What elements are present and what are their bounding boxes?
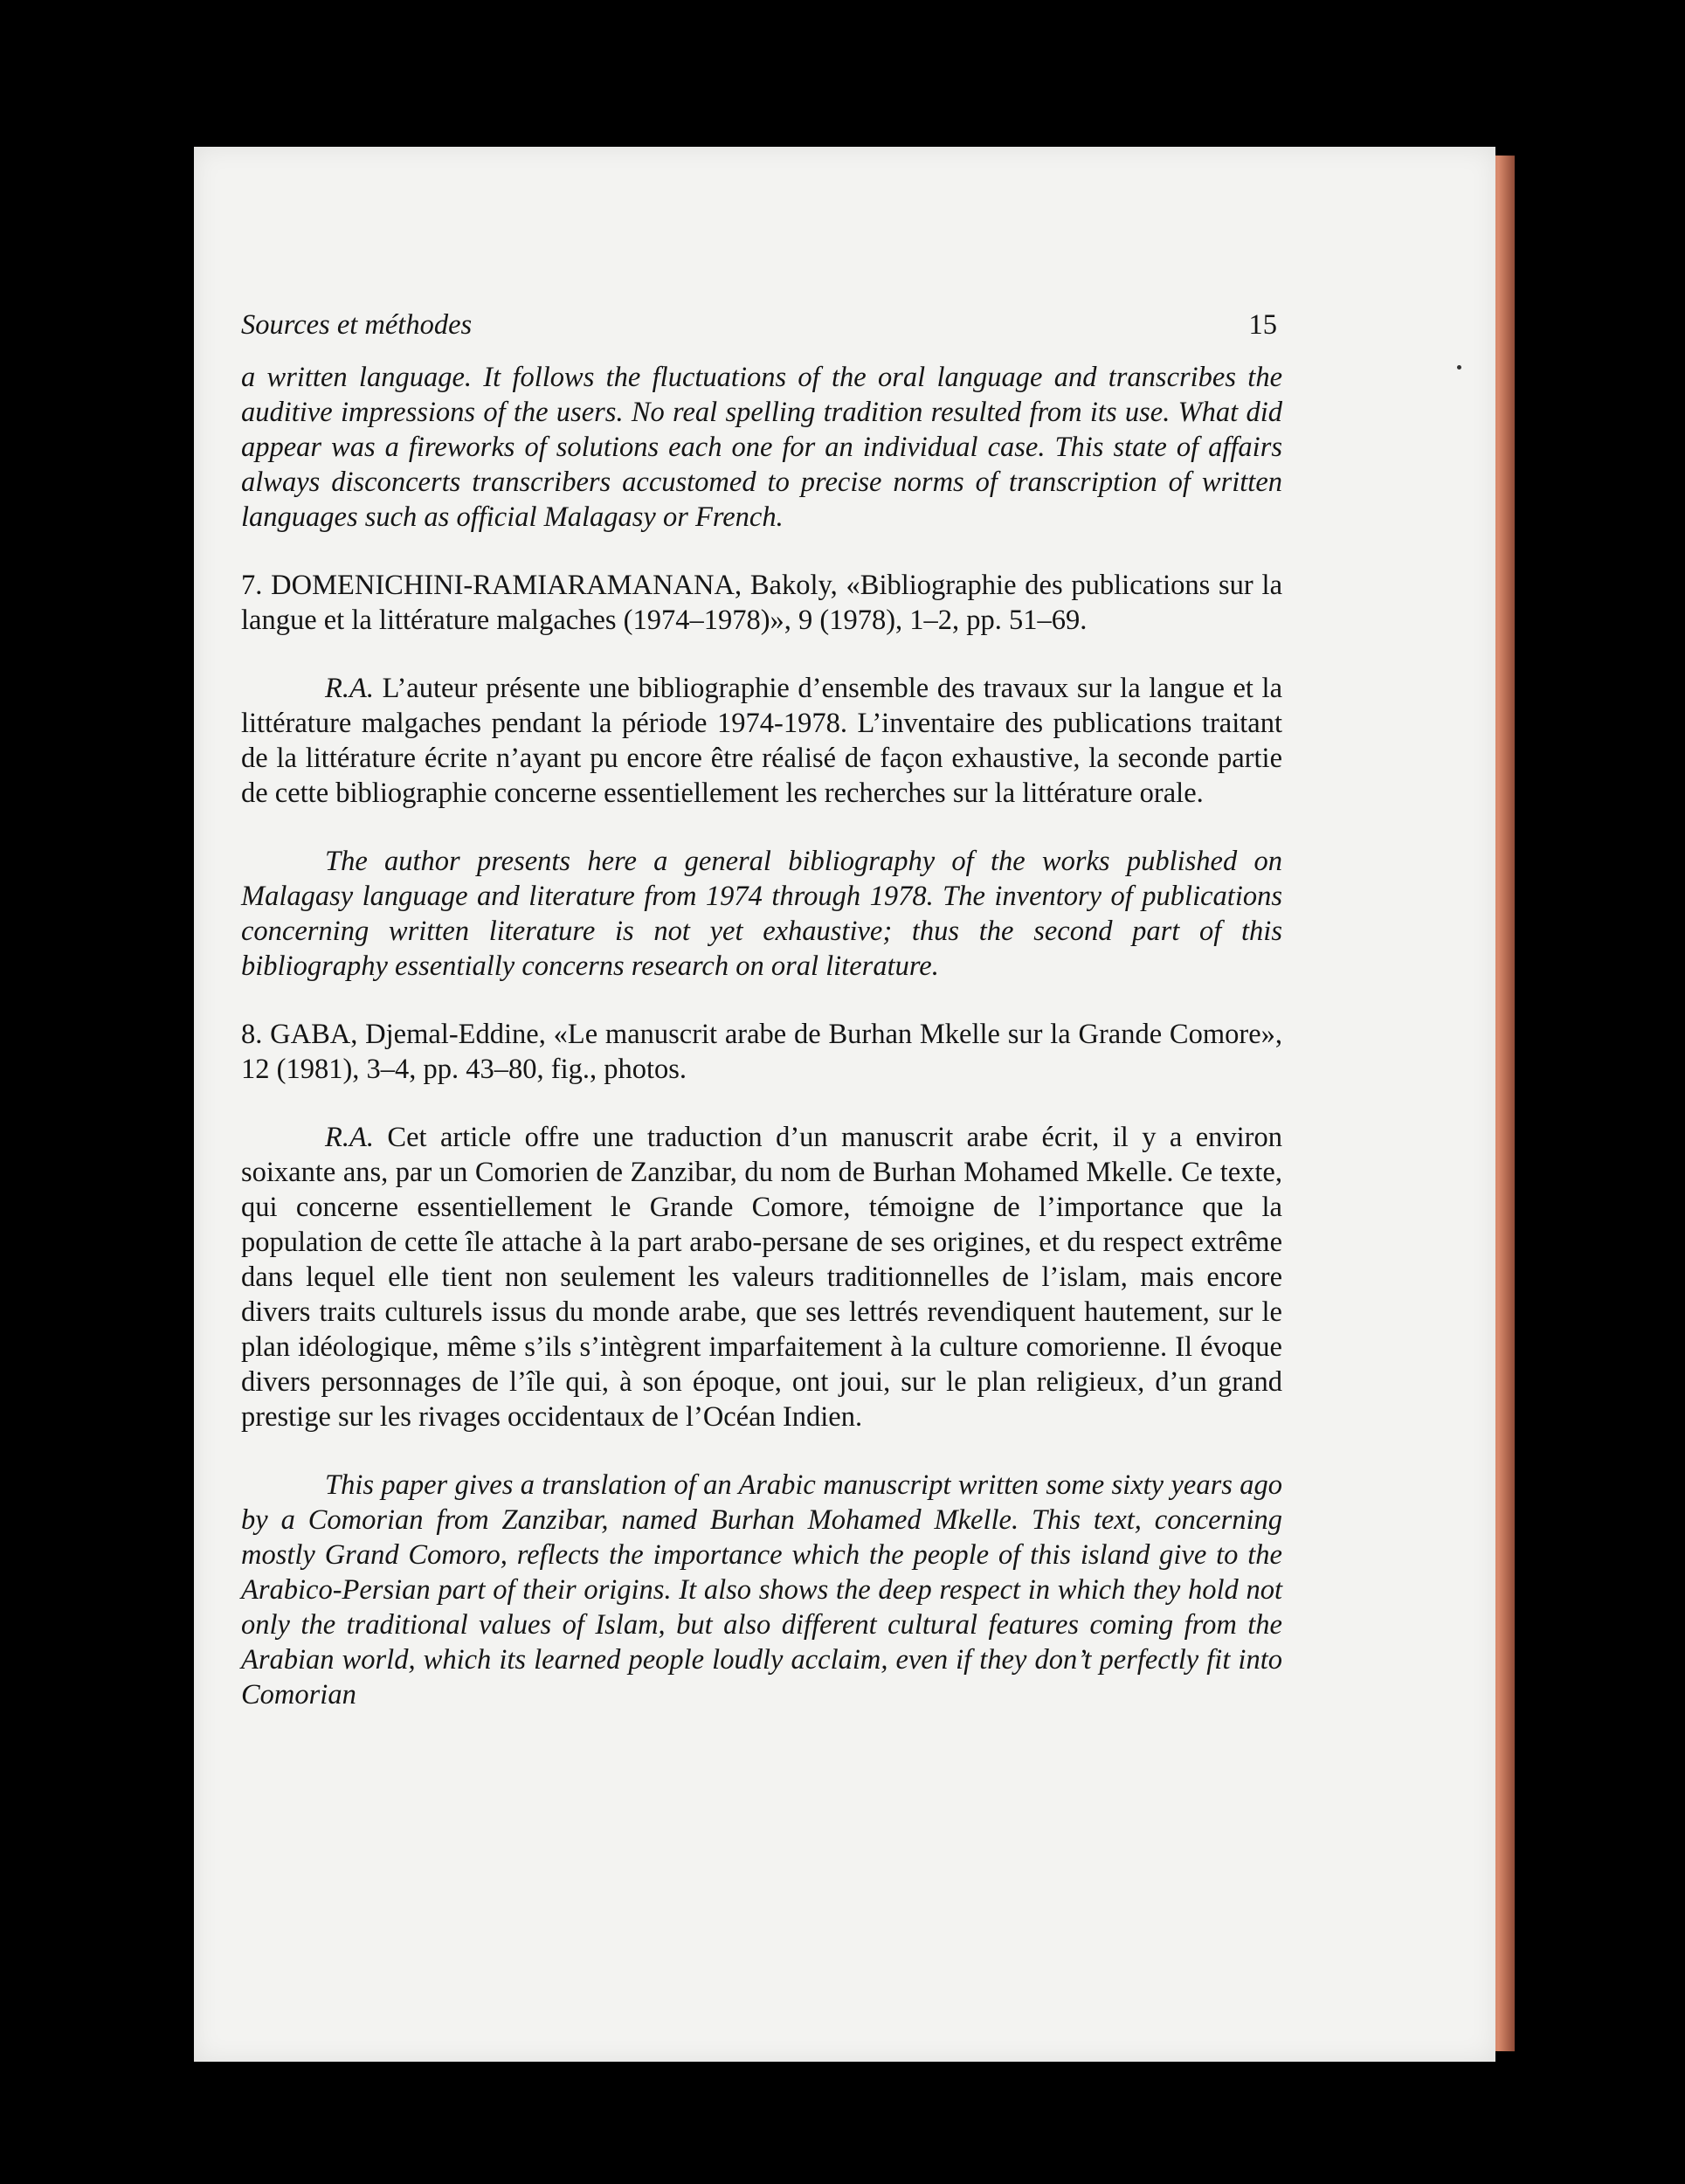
ra-label: R.A.	[325, 1122, 374, 1153]
page-speck	[1457, 365, 1461, 370]
entry-7-resume-text: L’auteur présente une bibliographie d’ensemble des travaux sur la langue et la littérature malgaches pendant la période 1974-1978. L’inventaire des publications traitant de la littérature écrite n’ayant pu encore être réalisé de façon exhaustive, la seconde partie de cette bibliographie concerne essentiellement les recherches sur la littérature orale.	[241, 673, 1283, 809]
continued-abstract: a written language. It follows the fluctuations of the oral language and transcribes the auditive impressions of the users. No real spelling tradition resulted from its use. What did appear was a fireworks of solutions each one for an individual case. This state of affairs always disconcerts transcribers accustomed to precise norms of transcription of written languages such as official Malagasy or French.	[241, 362, 1282, 533]
page-text	[241, 308, 1282, 1712]
running-title: Sources et méthodes	[241, 309, 473, 341]
entry-7-resume	[241, 671, 1282, 811]
entry-7-abstract: The author presents here a general bibliography of the works published on Malagasy language and literature from 1974 through 1978. The inventory of publications concerning written literature is not yet exhaustive; thus the second part of this bibliography essentially concerns research on oral literature.	[241, 846, 1282, 982]
entry-8-abstract: This paper gives a translation of an Arabic manuscript written some sixty years ago by a Comorian from Zanzibar, named Burhan Mohamed Mkelle. This text, concerning mostly Grand Comoro, reflects the importance which the people of this island give to the Arabico-Persian part of their origins. It also shows the deep respect in which they hold not only the traditional values of Islam, but also different cultural features coming from the Arabian world, which its learned people loudly acclaim, even if they don’t perfectly fit into Comorian	[241, 1469, 1282, 1711]
entry-7-citation: 7. DOMENICHINI-RAMIARAMANANA, Bakoly, «Bibliographie des publications sur la langue et la littérature malgaches (1974–1978)», 9 (1978), 1–2, pp. 51–69.	[241, 570, 1282, 636]
entry-8-resume-text: Cet article offre une traduction d’un manuscrit arabe écrit, il y a environ soixante ans, par un Comorien de Zanzibar, du nom de Burhan Mohamed Mkelle. Ce texte, qui concerne essentiellement le Grande Comore, témoigne de l’importance que la population de cette île attache à la part arabo-persane de ses origines, et du respect extrême dans lequel elle tient non seulement les valeurs traditionnelles de l’islam, mais encore divers traits culturels issus du monde arabe, que ses lettrés revendiquent hautement, sur le plan idéologique, même s’ils s’intègrent imparfaitement à la culture comorienne. Il évoque divers personnages de l’île qui, à son époque, ont joui, sur le plan religieux, d’un grand prestige sur les rivages occidentaux de l’Océan Indien.	[241, 1122, 1283, 1433]
entry-8-citation: 8. GABA, Djemal-Eddine, «Le manuscrit arabe de Burhan Mkelle sur la Grande Comore», 12 (1981), 3–4, pp. 43–80, fig., photos.	[241, 1019, 1282, 1085]
entry-8-resume	[241, 1120, 1282, 1434]
page-number: 15	[1248, 309, 1277, 341]
ra-label: R.A.	[325, 673, 374, 704]
page-header	[241, 308, 1282, 342]
